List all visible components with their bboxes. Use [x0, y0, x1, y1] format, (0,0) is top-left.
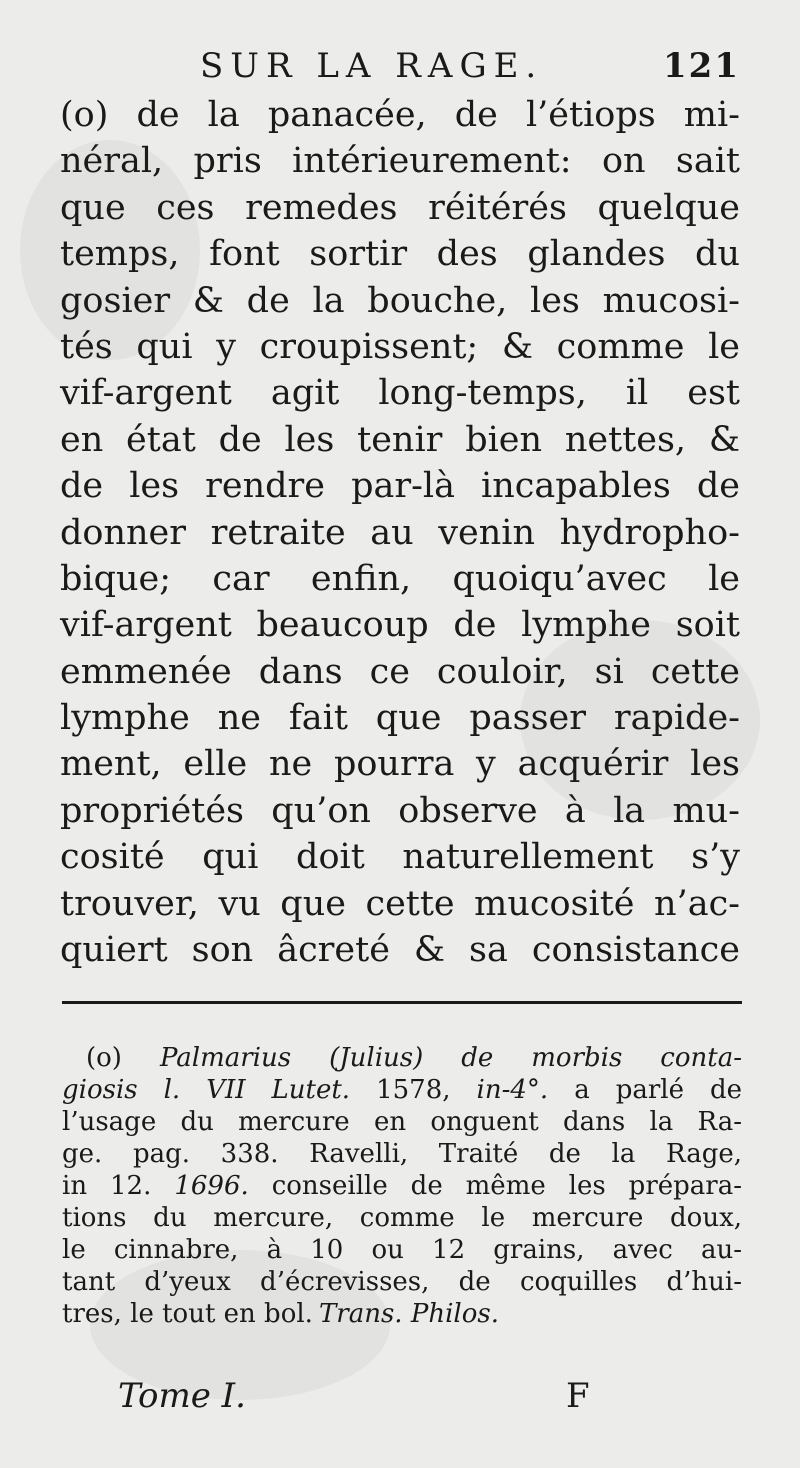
footnote-line: [62, 1074, 742, 1106]
body-line: que ces remedes réitérés quelque: [60, 187, 740, 228]
footnote-line: [62, 1042, 742, 1074]
body-line: bique; car enfin, quoiqu’avec le: [60, 558, 740, 599]
footnote-line: [62, 1298, 742, 1330]
body-line: vif-argent agit long-temps, il est: [60, 373, 740, 414]
body-line: trouver, vu que cette mucosité n’ac-: [60, 883, 740, 924]
footnote-year: 1578,: [376, 1075, 451, 1105]
footnote-line: l’usage du mercure en onguent dans la Ra-: [62, 1107, 742, 1137]
page-number: 121: [663, 46, 740, 86]
footnote-line: le cinnabre, à 10 ou 12 grains, avec au-: [62, 1235, 742, 1265]
body-line: emmenée dans ce couloir, si cette: [60, 651, 740, 692]
signature-mark: F: [566, 1376, 590, 1416]
footnote-text: a parlé de: [574, 1075, 743, 1105]
footnote-line: tions du mercure, comme le mercure doux,: [62, 1203, 742, 1233]
footnote-line: tant d’yeux d’écrevisses, de coquilles d’hui-: [62, 1267, 742, 1297]
footnote-marker: (o): [86, 1043, 122, 1073]
body-line: tés qui y croupissent; & comme le: [60, 326, 740, 367]
body-line: gosier & de la bouche, les mucosi-: [60, 280, 740, 321]
footnote-year: 1696.: [174, 1171, 249, 1201]
body-line: quiert son âcreté & sa consistance: [60, 930, 740, 971]
body-line: (o) de la panacée, de l’étiops mi-: [60, 95, 740, 135]
page-footer: [118, 1376, 598, 1420]
body-line: propriétés qu’on observe à la mu-: [60, 790, 740, 831]
footnote-citation: Trans. Philos.: [318, 1299, 499, 1329]
footnote-citation: giosis l. VII Lutet.: [62, 1075, 351, 1105]
body-line: en état de les tenir bien nettes, &: [60, 419, 740, 460]
body-text: [60, 92, 740, 973]
body-line: vif-argent beaucoup de lymphe soit: [60, 605, 740, 646]
running-head: [60, 46, 740, 90]
body-line: donner retraite au venin hydropho-: [60, 512, 740, 553]
footnote-text: in 12.: [62, 1171, 152, 1201]
body-line: cosité qui doit naturellement s’y: [60, 837, 740, 878]
body-line: ment, elle ne pourra y acquérir les: [60, 744, 740, 785]
volume-label: Tome I.: [118, 1376, 246, 1416]
footnote-text: tres, le tout en bol.: [62, 1299, 313, 1329]
body-line: temps, font sortir des glandes du: [60, 234, 740, 275]
body-line: néral, pris intérieurement: on sait: [60, 141, 740, 182]
footnote-format: in-4°.: [476, 1075, 549, 1105]
footnote-divider: [62, 1001, 742, 1004]
footnote: [62, 1042, 742, 1330]
body-line: lymphe ne fait que passer rapide-: [60, 698, 740, 739]
body-line: de les rendre par-là incapables de: [60, 466, 740, 507]
running-title: SUR LA RAGE.: [200, 46, 544, 86]
footnote-text: conseille de même les prépara-: [271, 1171, 742, 1201]
footnote-citation: Palmarius (Julius) de morbis conta-: [159, 1043, 743, 1073]
footnote-line: ge. pag. 338. Ravelli, Traité de la Rage,: [62, 1139, 742, 1169]
footnote-line: [62, 1170, 742, 1202]
